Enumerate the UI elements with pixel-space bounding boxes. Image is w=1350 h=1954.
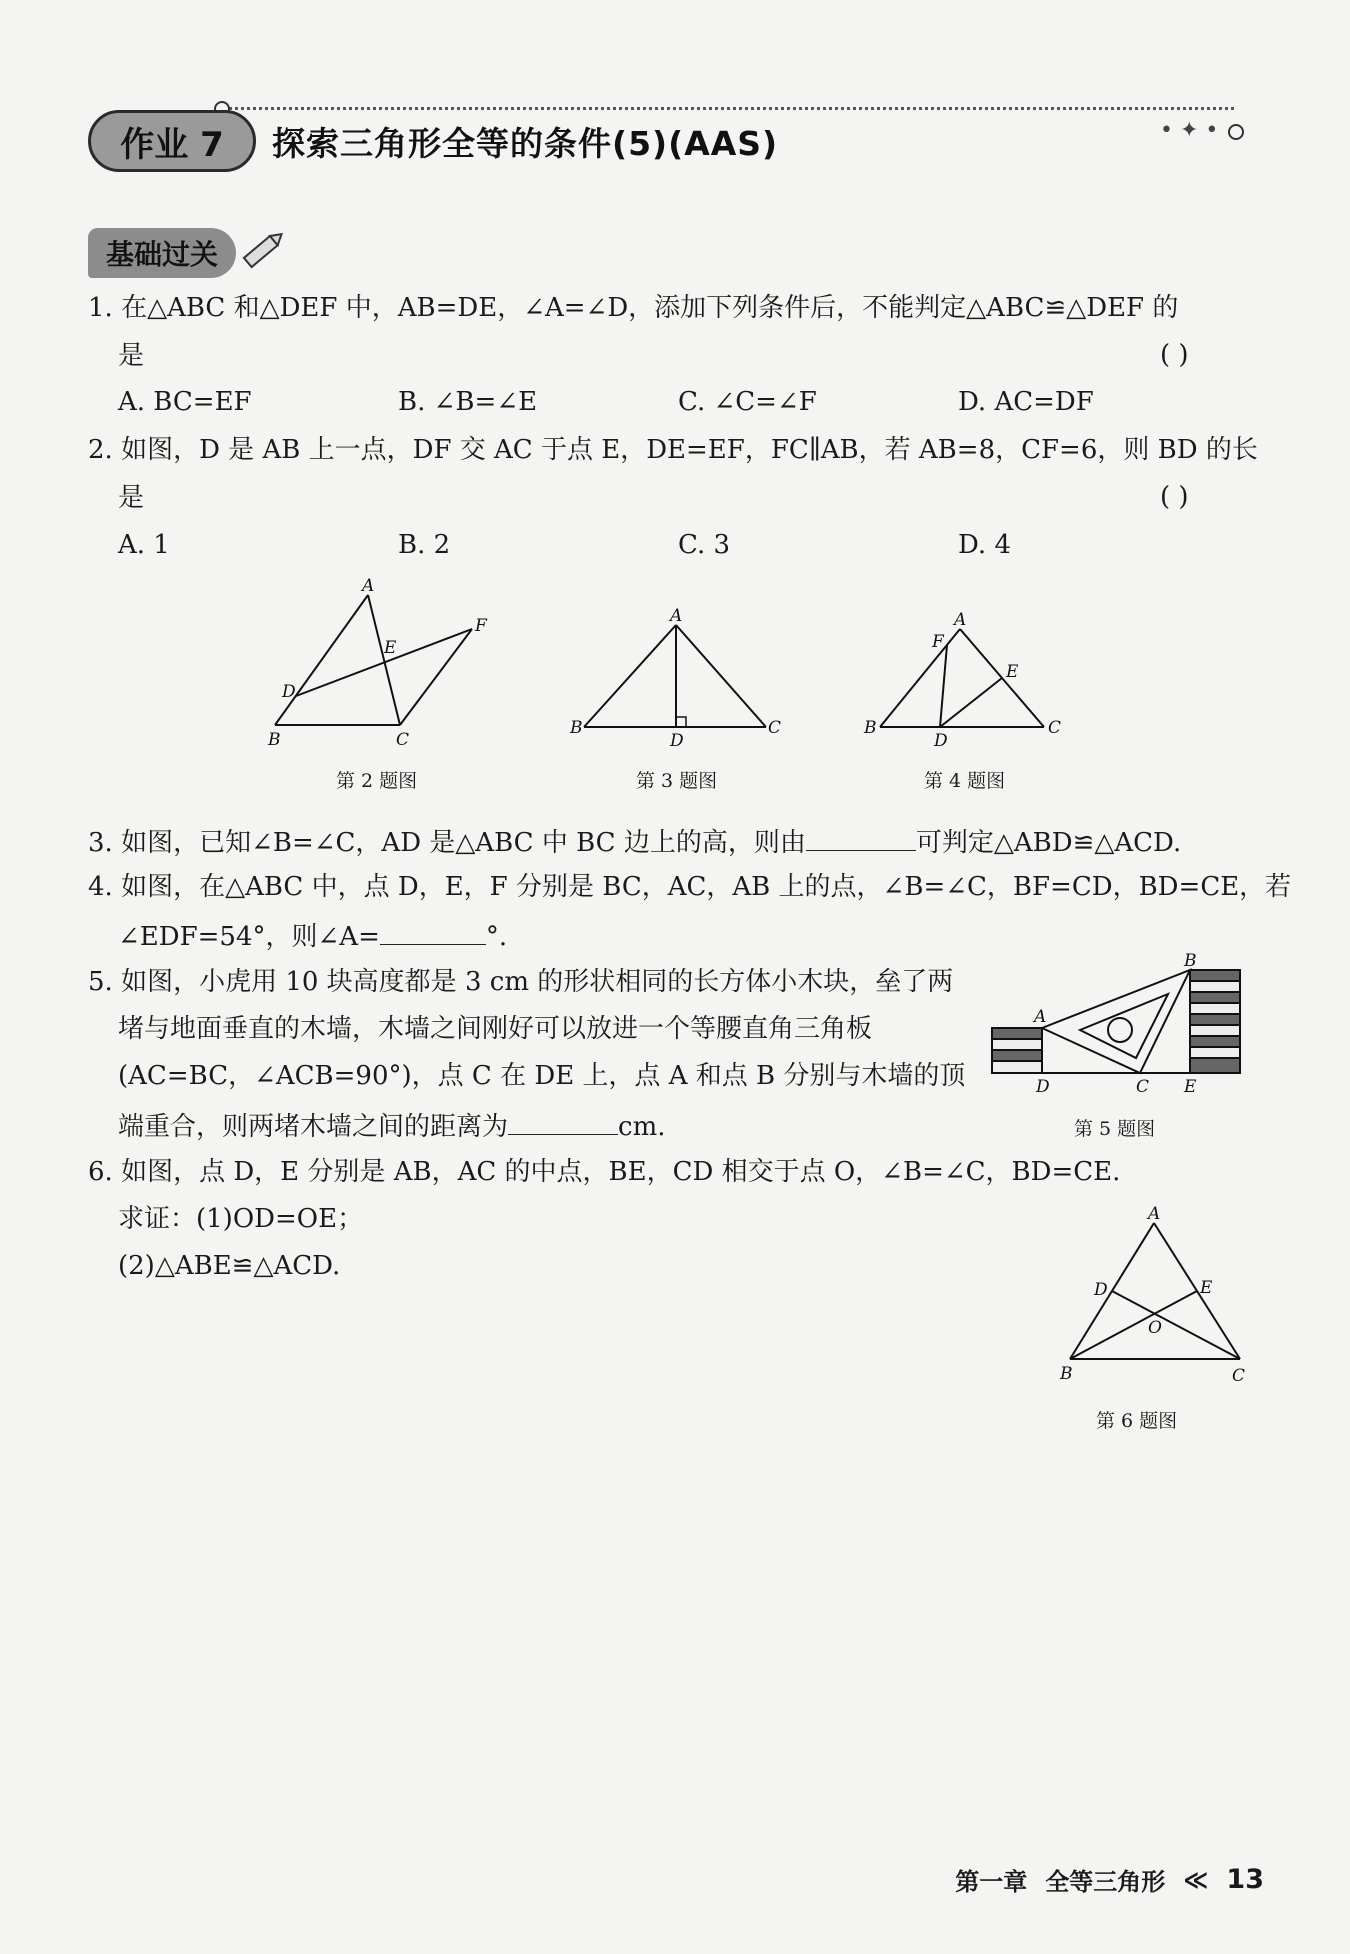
- fig5-label-d: D: [1036, 1077, 1050, 1097]
- ring-decoration: [1228, 124, 1244, 140]
- figure-3-caption: 第 3 题图: [636, 770, 718, 792]
- footer-chapter: 第一章: [955, 1868, 1028, 1896]
- q5-text-before: 端重合，则两堵木墙之间的距离为: [118, 1112, 509, 1142]
- q1-answer-paren: ( ): [1160, 340, 1189, 370]
- q2-answer-paren: ( ): [1160, 482, 1189, 512]
- fig5-label-a: A: [1034, 1007, 1047, 1027]
- pencil-icon: [238, 228, 288, 274]
- sparkle-icon: • ✦ •: [1160, 118, 1219, 143]
- q6-stem-line1: 6. 如图，点 D，E 分别是 AB，AC 的中点，BE，CD 相交于点 O，∠B=∠C，BD=CE.: [88, 1157, 1121, 1187]
- fig2-label-f: F: [475, 616, 487, 636]
- q5-stem-line2: 堵与地面垂直的木墙，木墙之间刚好可以放进一个等腰直角三角板: [118, 1014, 873, 1044]
- q6-stem-line3: (2)△ABE≌△ACD.: [118, 1251, 341, 1281]
- q3-answer-blank[interactable]: [806, 822, 916, 851]
- fig2-label-e: E: [384, 638, 397, 658]
- fig2-label-b: B: [268, 730, 281, 750]
- figure-4-diagram: [856, 605, 1076, 755]
- fig5-label-e: E: [1184, 1077, 1197, 1097]
- fig2-label-c: C: [396, 730, 410, 750]
- fig4-label-c: C: [1048, 718, 1062, 738]
- q2-option-a: A. 1: [118, 530, 170, 560]
- figure-5-diagram: [990, 950, 1250, 1100]
- fig4-label-b: B: [864, 718, 877, 738]
- fig5-label-b: B: [1184, 951, 1197, 971]
- q2-option-b: B. 2: [398, 530, 451, 560]
- fig3-label-c: C: [768, 718, 782, 738]
- fig4-label-a: A: [954, 610, 967, 630]
- fig6-label-o: O: [1148, 1318, 1162, 1338]
- fig3-label-a: A: [670, 606, 683, 626]
- fig4-label-f: F: [932, 632, 944, 652]
- q2-stem-line2: 是: [118, 483, 145, 513]
- fig4-label-e: E: [1006, 662, 1019, 682]
- q4-text-before: ∠EDF=54°，则∠A=: [118, 922, 380, 952]
- q3-text-after: 可判定△ABD≌△ACD.: [915, 828, 1182, 858]
- homework-badge: 作业 7: [88, 110, 256, 172]
- double-chevron-icon: ≪: [1183, 1865, 1209, 1894]
- fig3-label-b: B: [570, 718, 583, 738]
- fig2-label-a: A: [362, 576, 375, 596]
- q4-stem-line1: 4. 如图，在△ABC 中，点 D，E，F 分别是 BC，AC，AB 上的点，∠B=∠C，BF=CD，BD=CE，若: [88, 872, 1292, 902]
- figure-4-caption: 第 4 题图: [924, 770, 1006, 792]
- figure-5-caption: 第 5 题图: [1074, 1118, 1156, 1140]
- q2-stem-line1: 2. 如图，D 是 AB 上一点，DF 交 AC 于点 E，DE=EF，FC∥AB，若 AB=8，CF=6，则 BD 的长: [88, 435, 1258, 465]
- q4-answer-blank[interactable]: [380, 916, 486, 945]
- fig5-label-c: C: [1136, 1077, 1150, 1097]
- fig6-label-c: C: [1232, 1366, 1246, 1386]
- figure-3-diagram: [566, 605, 786, 755]
- fig4-label-d: D: [934, 731, 948, 751]
- q4-text-after: °.: [485, 922, 508, 952]
- fig6-label-b: B: [1060, 1364, 1073, 1384]
- q1-option-d: D. AC=DF: [958, 387, 1094, 417]
- figure-2-diagram: [260, 575, 500, 750]
- q1-stem-line2: 是: [118, 341, 145, 371]
- q1-option-c: C. ∠C=∠F: [678, 387, 817, 417]
- q1-option-b: B. ∠B=∠E: [398, 387, 538, 417]
- q2-option-c: C. 3: [678, 530, 731, 560]
- fig6-label-e: E: [1200, 1278, 1213, 1298]
- q5-answer-blank[interactable]: [508, 1106, 618, 1135]
- footer-chapter-title: 全等三角形: [1045, 1868, 1166, 1896]
- q3-text-before: 3. 如图，已知∠B=∠C，AD 是△ABC 中 BC 边上的高，则由: [88, 828, 806, 858]
- q2-option-d: D. 4: [958, 530, 1011, 560]
- q5-stem-line1: 5. 如图，小虎用 10 块高度都是 3 cm 的形状相同的长方体小木块，垒了两: [88, 967, 954, 997]
- q1-stem-line1: 1. 在△ABC 和△DEF 中，AB=DE，∠A=∠D，添加下列条件后，不能判定△ABC≌△DEF 的: [88, 293, 1179, 323]
- figure-6-caption: 第 6 题图: [1096, 1410, 1178, 1432]
- q4-stem-line2: [118, 916, 507, 955]
- page-title: 探索三角形全等的条件(5)(AAS): [272, 124, 779, 163]
- q3-stem: [88, 822, 1181, 861]
- fig3-label-d: D: [670, 731, 684, 751]
- q5-stem-line3: (AC=BC，∠ACB=90°)，点 C 在 DE 上，点 A 和点 B 分别与木墙的顶: [118, 1061, 966, 1091]
- q5-text-after: cm.: [618, 1112, 666, 1142]
- page-footer: [955, 1862, 1264, 1897]
- page-number: 13: [1226, 1864, 1264, 1895]
- fig2-label-d: D: [282, 682, 296, 702]
- header-dotted-line: [224, 107, 1234, 110]
- fig6-label-a: A: [1148, 1204, 1161, 1224]
- figure-6-diagram: [1048, 1195, 1258, 1395]
- q6-stem-line2: 求证：(1)OD=OE；: [118, 1204, 364, 1234]
- figure-2-caption: 第 2 题图: [336, 770, 418, 792]
- section-label: 基础过关: [88, 228, 236, 278]
- q5-stem-line4: [118, 1106, 666, 1145]
- fig6-label-d: D: [1094, 1280, 1108, 1300]
- q1-option-a: A. BC=EF: [118, 387, 252, 417]
